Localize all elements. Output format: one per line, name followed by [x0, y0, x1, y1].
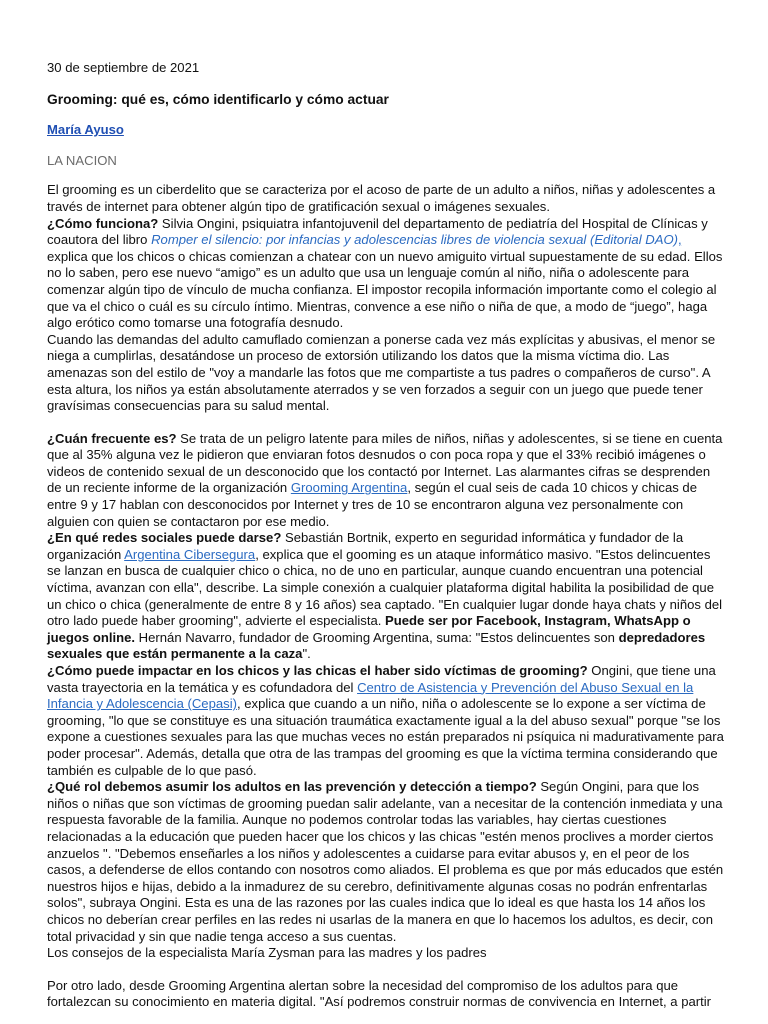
article-paragraph: [47, 431, 724, 531]
bold-text: depredadores sexuales que están permanente a la caza: [47, 629, 706, 662]
bold-text: ¿Cómo puede impactar en los chicos y las chicas el haber sido víctimas de grooming?: [47, 663, 588, 678]
article-body: [47, 182, 724, 1011]
article-source: LA NACION: [47, 152, 117, 168]
article-paragraph: [47, 978, 724, 1011]
body-text: Cuando las demandas del adulto camuflado comienzan a ponerse cada vez más explícitas y abusivas, el menor se niega a cumplirlas, desatándose un proceso de extorsión utilizando los datos que la misma víctima dio. Las amenazas son del estilo de "voy a mandarle las fotos que me compartiste a tus padres o compañeros de curso". A esta altura, los niños ya están absolutamente aterrados y se ven forzados a seguir con un juego que puede tener gravísimas consecuencias para su salud mental.: [47, 331, 716, 414]
body-text: explica que los chicos o chicas comienzan a chatear con un nuevo amiguito virtual supuestamente de su edad. Ellos no lo saben, pero ese nuevo “amigo” es un adulto que usa un lenguaje común al niño, niña o adolescente para comenzar algún tipo de vínculo de mucha confianza. El impostor recopila información importante como el colegio al que va el chico o cuál es su círculo íntimo. Mientras, convence a ese niño o niña de que, a modo de “juego”, haga algo erótico como tomarse una fotografía desnudo.: [47, 248, 723, 331]
article-paragraph: [47, 332, 724, 415]
body-text: ".: [302, 646, 311, 662]
bold-text: ¿Qué rol debemos asumir los adultos en las prevención y detección a tiempo?: [47, 779, 537, 795]
bold-text: Puede ser por Facebook, Instagram, WhatsApp o juegos online.: [47, 613, 691, 645]
article-paragraph: [47, 216, 724, 332]
article-paragraph: [47, 663, 724, 779]
bold-text: ¿Cuán frecuente es?: [47, 430, 177, 446]
body-text: Se trata de un peligro latente para miles de niños, niñas y adolescentes, si se tiene en cuenta que al 35% alguna vez le pidieron que enviaran fotos desnudos o con poca ropa y que el 33% recibió imágenes o videos de contenido sexual de un desconocido que los contactó por Internet. Las alarmantes cifras se desprenden de un reciente informe de la organización: [47, 430, 723, 496]
book-title: Romper el silencio: por infancias y adolescencias libres de violencia sexual (Editorial DAO): [151, 232, 678, 248]
body-text: Hernán Navarro, fundador de Grooming Argentina, suma: "Estos delincuentes son: [135, 629, 619, 645]
inline-link[interactable]: Grooming Argentina: [290, 480, 408, 496]
inline-link[interactable]: ,: [678, 232, 682, 248]
article-paragraph: [47, 530, 724, 663]
body-text: Según Ongini, para que los niños o niñas que son víctimas de grooming puedan salir adelante, van a necesitar de la contención inmediata y una respuesta favorable de la familia. Aunque no podemos controlar todas las variables, hay ciertas cuestiones relacionadas a la educación que pueden hacer que los chicos y las chicas "estén menos proclives a morder ciertos anzuelos ". "Debemos enseñarles a los niños y adolescentes a cuidarse para evitar abusos y, en el peor de los casos, a defenderse de ellos contando con nosotros como aliados. El problema es que por más educados que estén nuestros hijos e hijas, debido a la inmadurez de su cerebro, definitivamente algunas cosas no podrán enfrentarlas solos", subraya Ongini. Esta es una de las razones por las cuales indica que lo ideal es que hasta los 14 años los chicos no deberían crear perfiles en las redes ni usarlas de la manera en que lo hacemos los adultos, es decir, con total privacidad y sin que nadie tenga acceso a sus cuentas.: [47, 779, 724, 944]
article-title: Grooming: qué es, cómo identificarlo y cómo actuar: [47, 91, 389, 107]
article-paragraph: [47, 779, 724, 945]
author-link[interactable]: María Ayuso: [47, 122, 124, 138]
paragraph-gap: [47, 962, 724, 978]
article-paragraph: [47, 182, 724, 215]
paragraph-gap: [47, 415, 724, 431]
body-text: Los consejos de la especialista María Zysman para las madres y los padres: [47, 945, 487, 961]
body-text: Ongini, que tiene una vasta trayectoria en la temática y es cofundadora del: [47, 663, 716, 695]
body-text: , explica que cuando a un niño, niña o adolescente se lo expone a ser víctima de grooming, "lo que se constituye es una situación traumática exactamente igual a la del abuso sexual" porque "se los expone a cuestiones sexuales para las que muchas veces no están preparados ni psíquica ni madurativamente para poder procesar". Además, detalla que otra de las trampas del grooming es que la víctima termina considerando que también es culpable de lo que pasó.: [47, 696, 724, 778]
body-text: , según el cual seis de cada 10 chicos y chicas de entre 9 y 17 hablan con desconocidos por Internet y tres de 10 se encontraron alguna vez personalmente con alguien con quien se contactaron por ese medio.: [47, 480, 697, 529]
article-author: [47, 122, 724, 139]
body-text: , explica que el gooming es un ataque informático masivo. "Estos delincuentes se lanzan en busca de cualquier chico o chica, no de uno en particular, aunque cuando encuentran una potencial víctima, avanzan con ella", describe. La simple conexión a cualquier plataforma digital habilita la posibilidad de que un chico o chica (generalmente de entre 8 y 16 años) sea captado. "En cualquier lugar donde haya chats y niños del otro lado puede haber grooming", advierte el especialista.: [47, 546, 723, 629]
body-text: Sebastián Bortnik, experto en seguridad informática y fundador de la organización: [47, 530, 684, 562]
body-text: Silvia Ongini, psiquiatra infantojuvenil del departamento de pediatría del Hospital de Clínicas y coautora del libro: [47, 215, 708, 248]
article-paragraph: [47, 945, 724, 962]
article-date: 30 de septiembre de 2021: [47, 60, 200, 75]
bold-text: ¿Cómo funciona?: [47, 215, 159, 231]
inline-link[interactable]: Argentina Cibersegura: [124, 546, 256, 562]
inline-link[interactable]: Centro de Asistencia y Prevención del Abuso Sexual en la Infancia y Adolescencia (Cepasi): [47, 679, 694, 712]
body-text: Por otro lado, desde Grooming Argentina alertan sobre la necesidad del compromiso de los adultos para que fortalezcan su conocimiento en materia digital. "Así podremos construir normas de convivencia en Internet, a partir: [47, 977, 712, 1010]
bold-text: ¿En qué redes sociales puede darse?: [47, 530, 282, 546]
body-text: El grooming es un ciberdelito que se caracteriza por el acoso de parte de un adulto a niños, niñas y adolescentes a través de internet para obtener algún tipo de gratificación sexual o imágenes sexuales.: [47, 182, 716, 214]
